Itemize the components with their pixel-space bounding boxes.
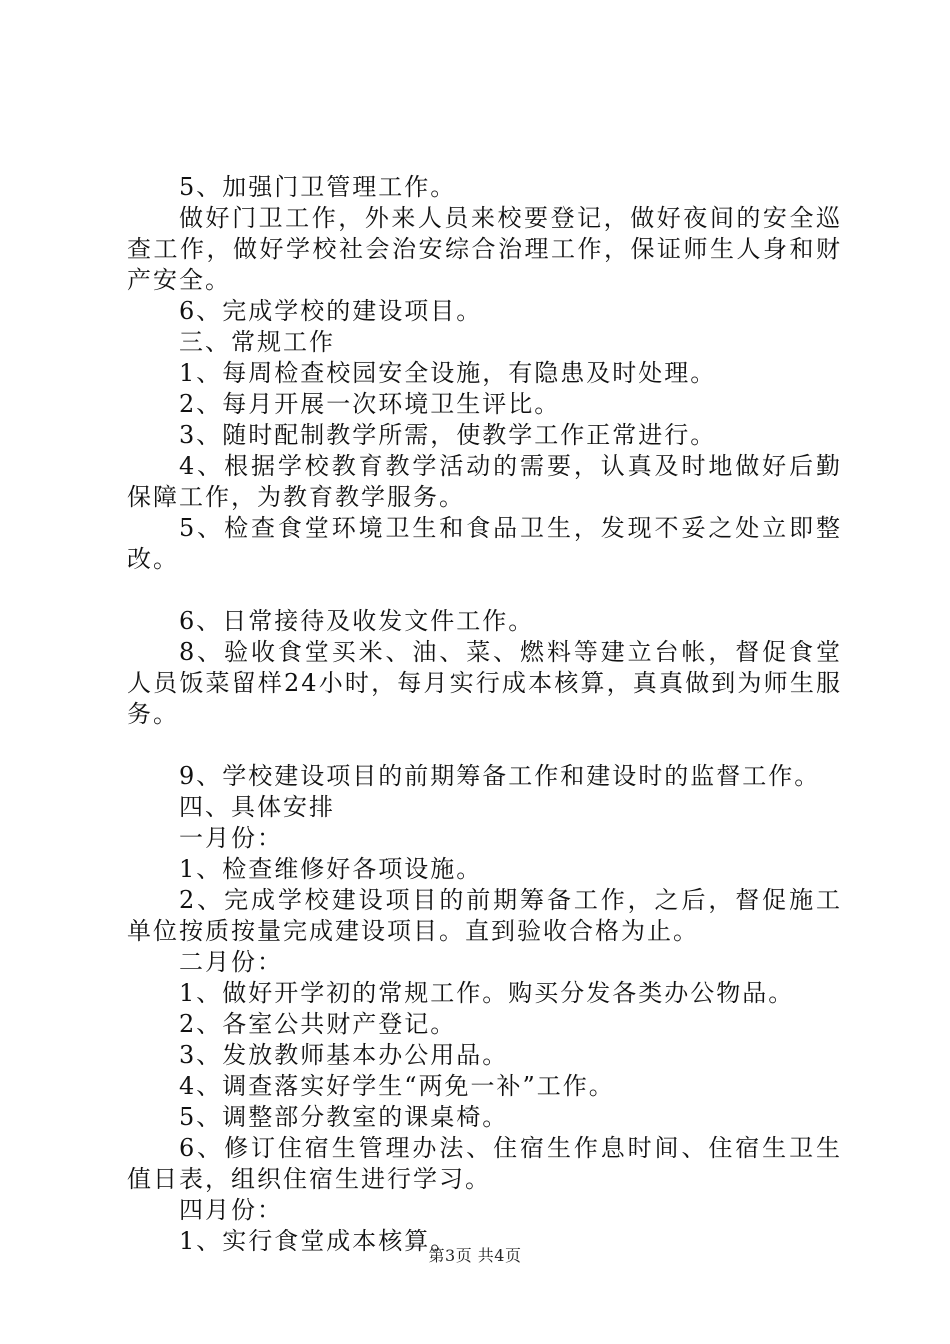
document-body — [127, 172, 842, 1257]
section-heading-routine-work: 三、常规工作 — [179, 328, 335, 356]
paragraph-routine-1: 1、每周检查校园安全设施，有隐患及时处理。 — [179, 359, 717, 387]
paragraph-routine-3: 3、随时配制教学所需，使教学工作正常进行。 — [179, 421, 717, 449]
paragraph-routine-8: 8、验收食堂买米、油、菜、燃料等建立台帐，督促食堂人员饭菜留样24小时，每月实行成本核算，真真做到为师生服务。 — [127, 638, 842, 728]
paragraph-january-1: 1、检查维修好各项设施。 — [179, 855, 483, 883]
section-heading-schedule: 四、具体安排 — [179, 793, 335, 821]
page-number-footer: 第3页 共4页 — [428, 1246, 522, 1265]
month-heading-january: 一月份： — [179, 824, 283, 852]
paragraph-routine-4: 4、根据学校教育教学活动的需要，认真及时地做好后勤保障工作，为教育教学服务。 — [127, 452, 842, 511]
month-heading-april: 四月份： — [179, 1196, 283, 1224]
paragraph-gatekeeping-detail: 做好门卫工作，外来人员来校要登记，做好夜间的安全巡查工作，做好学校社会治安综合治理工作，保证师生人身和财产安全。 — [127, 204, 842, 294]
paragraph-april-1: 1、实行食堂成本核算。 — [179, 1227, 457, 1255]
paragraph-construction-heading: 6、完成学校的建设项目。 — [179, 297, 483, 325]
paragraph-february-5: 5、调整部分教室的课桌椅。 — [179, 1103, 509, 1131]
paragraph-routine-9: 9、学校建设项目的前期筹备工作和建设时的监督工作。 — [179, 762, 821, 790]
month-heading-february: 二月份： — [179, 948, 283, 976]
paragraph-routine-5: 5、检查食堂环境卫生和食品卫生，发现不妥之处立即整改。 — [127, 514, 842, 573]
paragraph-routine-6: 6、日常接待及收发文件工作。 — [179, 607, 535, 635]
paragraph-january-2: 2、完成学校建设项目的前期筹备工作，之后，督促施工单位按质按量完成建设项目。直到验收合格为止。 — [127, 886, 842, 945]
paragraph-routine-2: 2、每月开展一次环境卫生评比。 — [179, 390, 561, 418]
paragraph-february-4: 4、调查落实好学生“两免一补”工作。 — [179, 1072, 615, 1100]
paragraph-february-2: 2、各室公共财产登记。 — [179, 1010, 457, 1038]
paragraph-gatekeeping-heading: 5、加强门卫管理工作。 — [179, 173, 457, 201]
paragraph-february-1: 1、做好开学初的常规工作。购买分发各类办公物品。 — [179, 979, 795, 1007]
paragraph-february-3: 3、发放教师基本办公用品。 — [179, 1041, 509, 1069]
paragraph-february-6: 6、修订住宿生管理办法、住宿生作息时间、住宿生卫生值日表，组织住宿生进行学习。 — [127, 1134, 842, 1193]
